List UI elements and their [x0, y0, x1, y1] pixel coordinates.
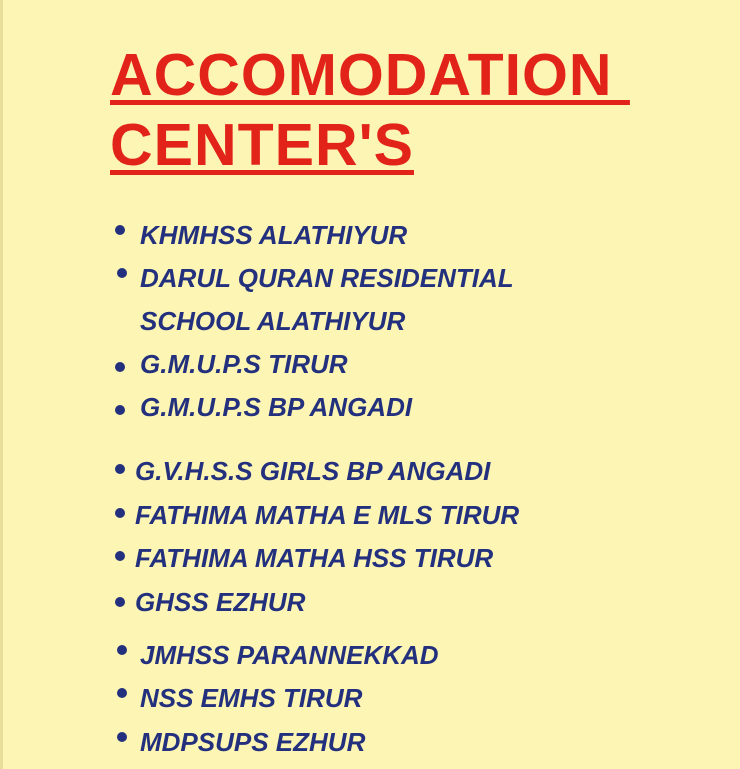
center-name: KHMHSS ALATHIYUR [140, 220, 408, 250]
title-line-2: CENTER'S [110, 112, 414, 178]
bullet-icon [117, 732, 127, 742]
bullet-icon [117, 268, 127, 278]
bullet-icon [115, 225, 125, 235]
bullet-icon [115, 508, 125, 518]
center-name: G.M.U.P.S BP ANGADI [140, 392, 413, 422]
bullet-icon [115, 597, 125, 607]
center-name: MDPSUPS EZHUR [140, 727, 366, 757]
bullet-icon [115, 464, 125, 474]
center-name: GHSS EZHUR [135, 587, 306, 617]
center-name: FATHIMA MATHA E MLS TIRUR [135, 500, 520, 530]
bullet-icon [115, 362, 125, 372]
page-title [110, 40, 630, 180]
center-name-continuation: SCHOOL ALATHIYUR [140, 306, 406, 336]
bullet-icon [115, 405, 125, 415]
center-name: DARUL QURAN RESIDENTIAL [140, 263, 514, 293]
title-line-1: ACCOMODATION [110, 42, 630, 108]
center-name: FATHIMA MATHA HSS TIRUR [135, 543, 494, 573]
center-name: G.V.H.S.S GIRLS BP ANGADI [135, 456, 491, 486]
page-left-edge [0, 0, 3, 769]
center-name: JMHSS PARANNEKKAD [140, 640, 439, 670]
bullet-icon [117, 688, 127, 698]
center-name: G.M.U.P.S TIRUR [140, 349, 348, 379]
center-name: NSS EMHS TIRUR [140, 683, 363, 713]
bullet-icon [117, 645, 127, 655]
bullet-icon [115, 551, 125, 561]
